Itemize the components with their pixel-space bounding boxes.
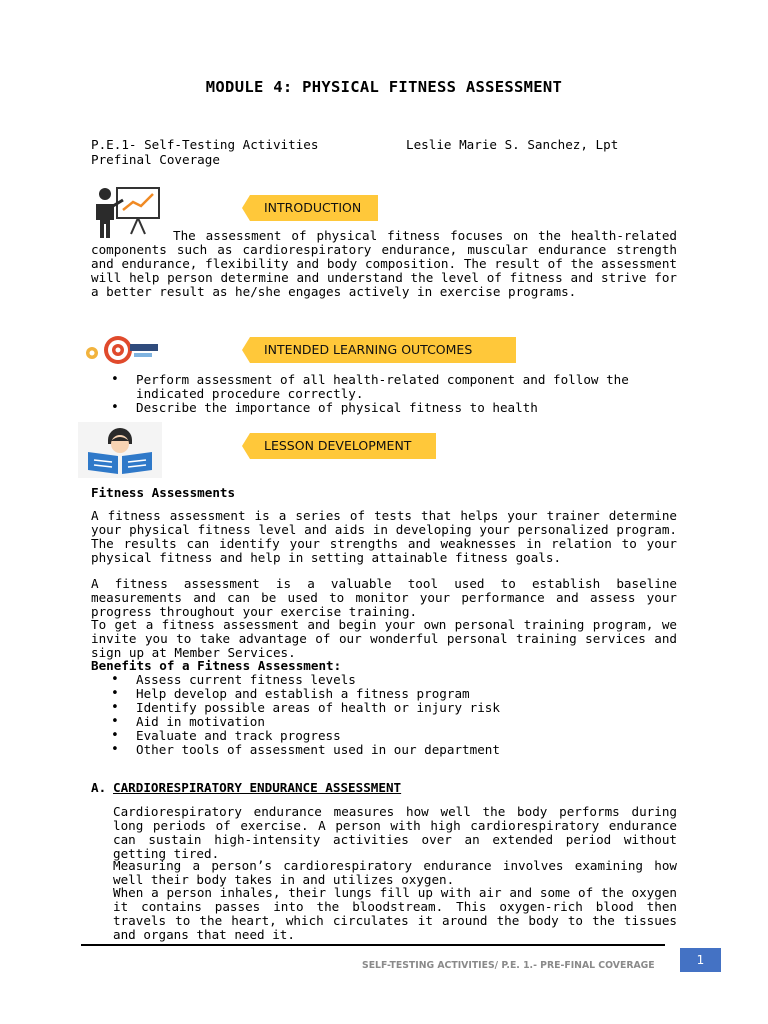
benefits-heading: Benefits of a Fitness Assessment: [91,658,342,673]
lesson-paragraph-3: To get a fitness assessment and begin your own personal training program, we invite you to take advantage of our wonderful personal training services and sign up at Member Services. [91,617,677,660]
section-a-letter: A. [91,780,107,795]
list-item: • Identify possible areas of health or injury risk [91,701,677,715]
outcomes-list [91,373,677,415]
section-a-paragraph-1: Cardiorespiratory endurance measures how well the body performs during long periods of exercise. A person with high cardiorespiratory endurance can sustain high-intensity activities over an extended period without getting tired. [113,804,677,861]
section-a-paragraph-3: When a person inhales, their lungs fill up with air and some of the oxygen it contains passes into the bloodstream. This oxygen-rich blood then travels to the heart, which circulates it around the body to the tissues and organs that need it. [113,885,677,942]
list-item: • Aid in motivation [91,715,677,729]
lesson-paragraph-2: A fitness assessment is a valuable tool used to establish baseline measurements and can be used to monitor your performance and assess your progress throughout your exercise training. [91,576,677,619]
coverage-label: Prefinal Coverage [91,152,220,167]
list-item: • Evaluate and track progress [91,729,677,743]
student-reading-icon [78,422,162,478]
lesson-heading: Fitness Assessments [91,485,236,500]
list-item: • Help develop and establish a fitness program [91,687,677,701]
target-goal-icon [80,331,162,371]
page-number: 1 [680,948,721,972]
footer-text: SELF-TESTING ACTIVITIES/ P.E. 1.- PRE-FINAL COVERAGE [362,960,655,971]
lesson-paragraph-1: A fitness assessment is a series of tests that helps your trainer determine your physical fitness level and aids in developing your personalized program. The results can identify your strengths and weaknesses in relation to your physical fitness and help in setting attainable fitness goals. [91,508,677,565]
course-name: P.E.1- Self-Testing Activities [91,137,319,152]
outcomes-tag: INTENDED LEARNING OUTCOMES [250,337,516,363]
page-title: MODULE 4: PHYSICAL FITNESS ASSESSMENT [205,78,563,96]
section-a-paragraph-2: Measuring a person’s cardiorespiratory endurance involves examining how well their body takes in and utilizes oxygen. [113,858,677,887]
footer-divider [81,944,665,946]
list-item: • Perform assessment of all health-related component and follow the indicated procedure correctly. [91,373,677,401]
list-item: • Assess current fitness levels [91,673,677,687]
introduction-text: The assessment of physical fitness focuses on the health-related components such as cardiorespiratory endurance, muscular endurance strength and endurance, flexibility and body composition. The result of the assessment will help person determine and understand the level of fitness and strive for a better result as he/she engages actively in exercise programs. [91,228,677,299]
author-name: Leslie Marie S. Sanchez, Lpt [406,137,619,152]
list-item: • Other tools of assessment used in our department [91,743,677,757]
benefits-list [91,673,677,757]
list-item: • Describe the importance of physical fitness to health [91,401,677,415]
section-a-heading: CARDIORESPIRATORY ENDURANCE ASSESSMENT [113,780,402,795]
introduction-tag: INTRODUCTION [250,195,378,221]
lesson-tag: LESSON DEVELOPMENT [250,433,436,459]
